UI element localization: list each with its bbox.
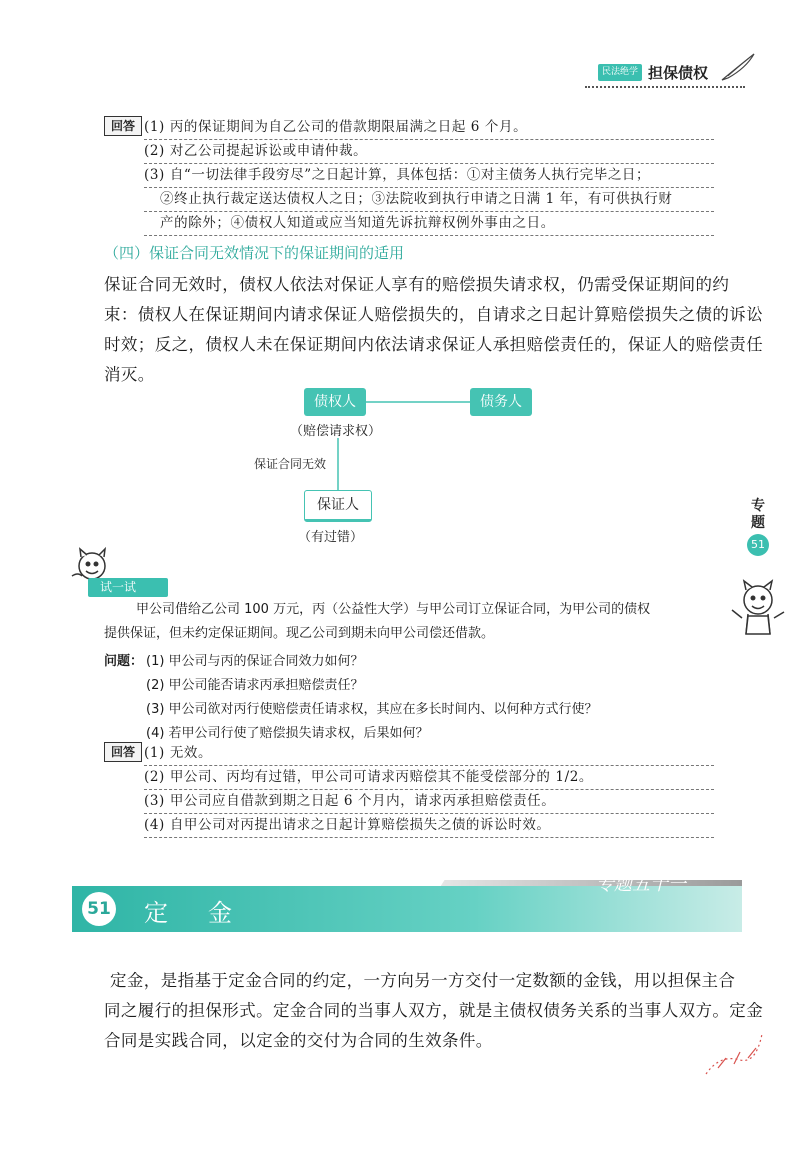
try-text-line: 提供保证，但未约定保证期间。现乙公司到期未向甲公司偿还借款。	[104, 626, 495, 641]
question-line: (1) 甲公司与丙的保证合同效力如何？	[146, 654, 364, 669]
creditor-note: （赔偿请求权）	[290, 424, 382, 439]
header-tag: 民法绝学	[598, 64, 642, 81]
try-text-line: 甲公司借给乙公司 100 万元，丙（公益性大学）与甲公司订立保证合同，为甲公司的债权	[136, 602, 651, 617]
answer-line: (2) 对乙公司提起诉讼或申请仲裁。	[144, 139, 714, 164]
question-line: (2) 甲公司能否请求丙承担赔偿责任？	[146, 678, 364, 693]
question-line: (3) 甲公司欲对丙行使赔偿责任请求权，其应在多长时间内、以何种方式行使？	[146, 702, 598, 717]
corner-decoration-icon	[700, 1024, 770, 1084]
paragraph-line: 合同是实践合同，以定金的交付为合同的生效条件。	[104, 1031, 493, 1050]
answer-line: (4) 自甲公司对丙提出请求之日起计算赔偿损失之债的诉讼时效。	[144, 813, 714, 838]
topic-label: 专题五十一	[596, 874, 686, 895]
answer-line: 产的除外；④债权人知道或应当知道先诉抗辩权例外事由之日。	[144, 211, 714, 236]
edge-label: 保证合同无效	[254, 457, 327, 471]
answer-line: (2) 甲公司、丙均有过错，甲公司可请求丙赔偿其不能受偿部分的 1/2。	[144, 765, 714, 790]
answer-line: (3) 甲公司应自借款到期之日起 6 个月内，请求丙承担赔偿责任。	[144, 789, 714, 814]
node-guarantor: 保证人	[304, 490, 372, 522]
answer-tag: 回答	[104, 116, 142, 136]
paragraph-line: 定金，是指基于定金合同的约定，一方向另一方交付一定数额的金钱，用以担保主合	[110, 971, 736, 990]
answer-tag: 回答	[104, 742, 142, 762]
diagram-connectors	[0, 0, 800, 560]
guarantor-note: （有过错）	[298, 530, 364, 545]
question-line: (4) 若甲公司行使了赔偿损失请求权，后果如何？	[146, 726, 429, 741]
try-label: 试一试	[88, 578, 168, 597]
topic-title: 定金	[144, 899, 272, 927]
answer-line: ②终止执行裁定送达债权人之日；③法院收到执行申请之日满 1 年，有可供执行财	[144, 187, 714, 212]
paragraph-line: 同之履行的担保形式。定金合同的当事人双方，就是主债权债务关系的当事人双方。定金	[104, 1001, 764, 1020]
question-label: 问题：	[104, 654, 144, 669]
node-creditor: 债权人	[304, 388, 366, 416]
section-heading: （四）保证合同无效情况下的保证期间的适用	[104, 244, 405, 262]
answer-line: (1) 丙的保证期间为自乙公司的借款期限届满之日起 6 个月。	[144, 115, 714, 140]
node-debtor: 债务人	[470, 388, 532, 416]
answer-line: (3) 自“一切法律手段穷尽”之日起计算，具体包括：①对主债务人执行完毕之日；	[144, 163, 714, 188]
side-tab-label: 专题	[751, 498, 765, 531]
paragraph-line: 时效；反之，债权人未在保证期间内依法请求保证人承担赔偿责任的，保证人的赔偿责任	[104, 335, 764, 354]
paragraph-line: 保证合同无效时，债权人依法对保证人享有的赔偿损失请求权，仍需受保证期间的约	[104, 275, 730, 294]
side-tab-number: 51	[747, 534, 769, 556]
header-title: 担保债权	[648, 64, 709, 82]
paragraph-line: 束：债权人在保证期间内请求保证人赔偿损失的，自请求之日起计算赔偿损失之债的诉讼	[104, 305, 764, 324]
paragraph-line: 消灭。	[104, 365, 155, 384]
topic-number-badge: 51	[82, 892, 116, 926]
answer-line: (1) 无效。	[144, 741, 714, 766]
mascot-icon	[728, 578, 788, 638]
